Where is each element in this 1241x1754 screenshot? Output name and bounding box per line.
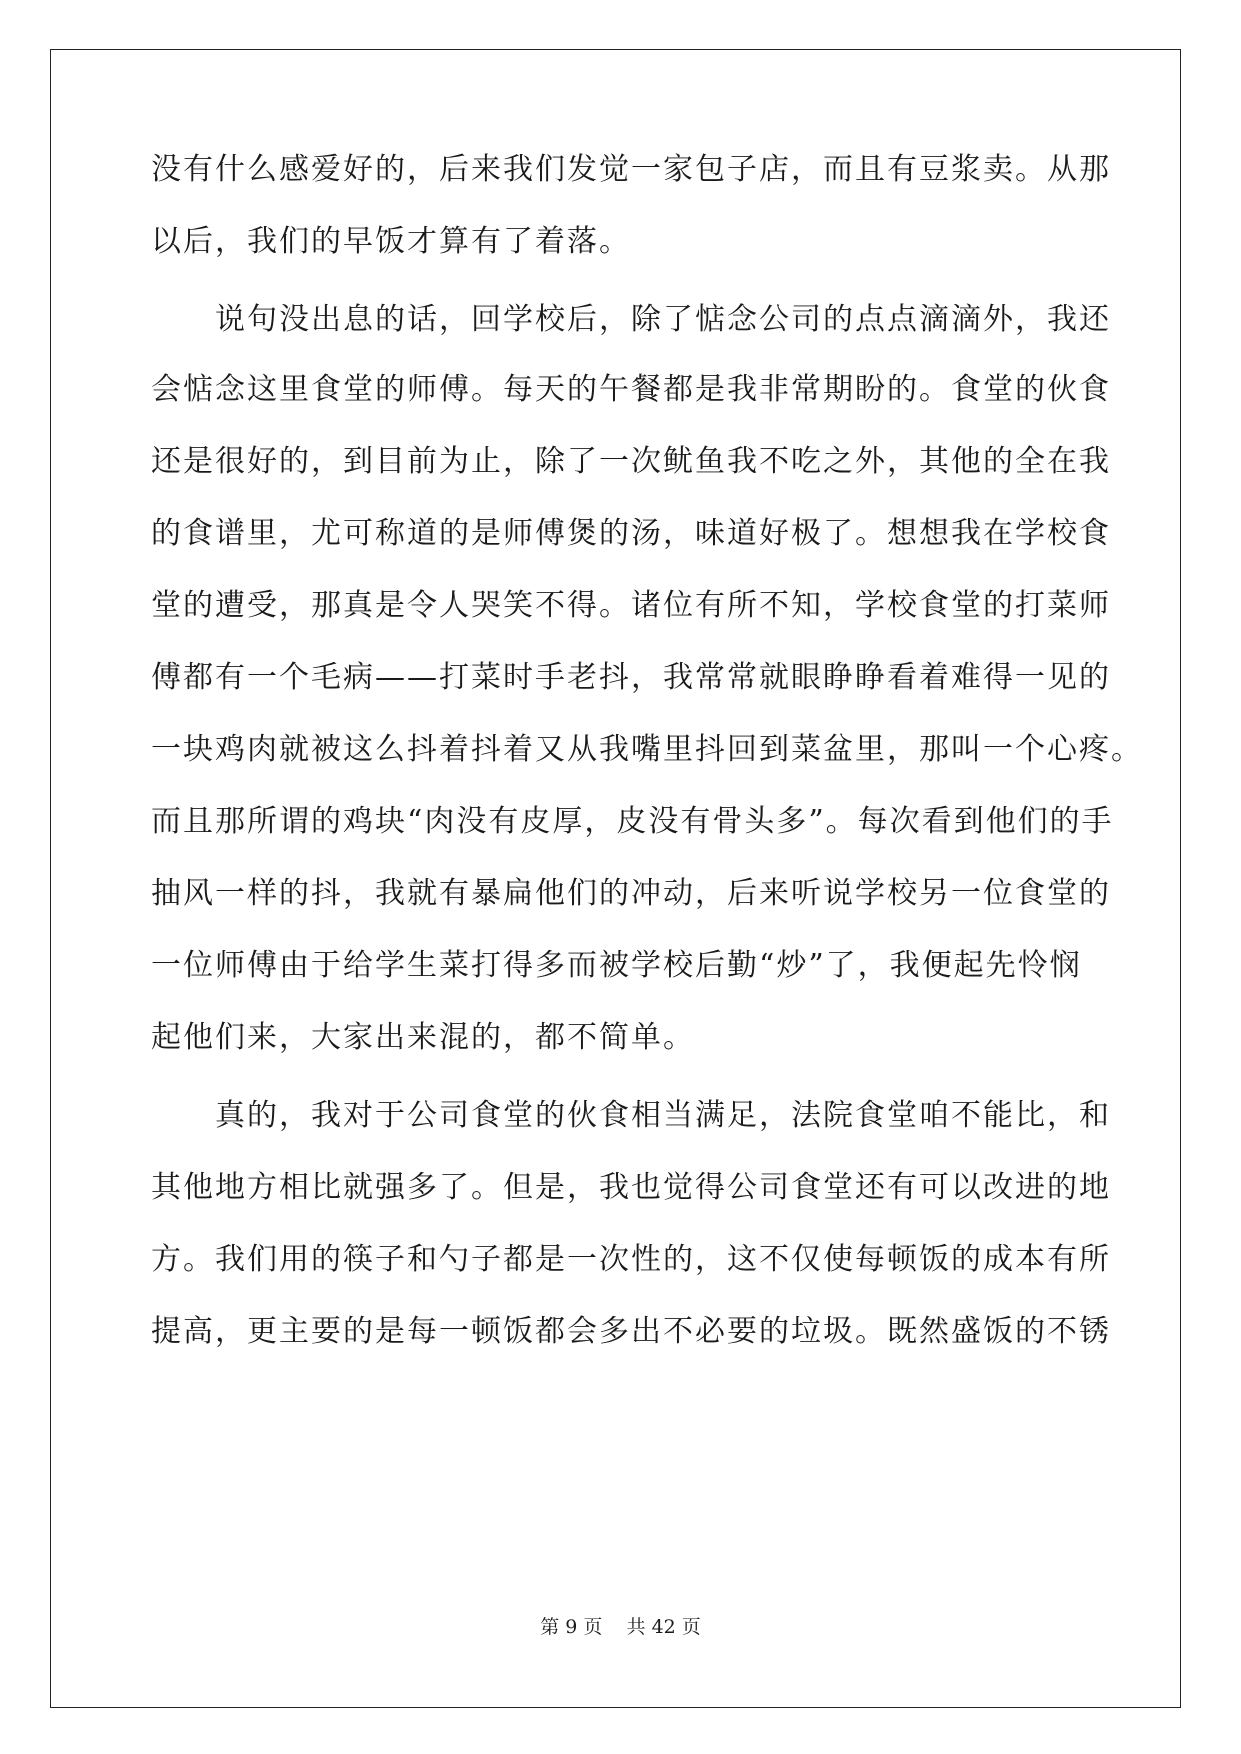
text-line: 一位师傅由于给学生菜打得多而被学校后勤“炒”了，我便起先怜悯 (151, 948, 1082, 983)
text-line: 会惦念这里食堂的师傅。每天的午餐都是我非常期盼的。食堂的伙食 (151, 372, 1111, 407)
text-line: 起他们来，大家出来混的，都不简单。 (151, 1020, 695, 1055)
text-line: 真的，我对于公司食堂的伙食相当满足，法院食堂咱不能比，和 (151, 1098, 1111, 1133)
text-line: 的食谱里，尤可称道的是师傅煲的汤，味道好极了。想想我在学校食 (151, 516, 1111, 551)
text-line: 其他地方相比就强多了。但是，我也觉得公司食堂还有可以改进的地 (151, 1170, 1111, 1205)
text-line: 而且那所谓的鸡块“肉没有皮厚，皮没有骨头多”。每次看到他们的手 (151, 804, 1114, 839)
text-line: 傅都有一个毛病——打菜时手老抖，我常常就眼睁睁看着难得一见的 (151, 660, 1111, 695)
text-line: 还是很好的，到目前为止，除了一次鱿鱼我不吃之外，其他的全在我 (151, 444, 1111, 479)
page-number-footer: 第 9 页 共 42 页 (540, 1616, 701, 1638)
text-line: 以后，我们的早饭才算有了着落。 (151, 224, 631, 259)
text-line: 方。我们用的筷子和勺子都是一次性的，这不仅使每顿饭的成本有所 (151, 1242, 1111, 1277)
text-line: 一块鸡肉就被这么抖着抖着又从我嘴里抖回到菜盆里，那叫一个心疼。 (151, 732, 1143, 767)
text-line: 提高，更主要的是每一顿饭都会多出不必要的垃圾。既然盛饭的不锈 (151, 1314, 1111, 1349)
text-line: 堂的遭受，那真是令人哭笑不得。诸位有所不知，学校食堂的打菜师 (151, 588, 1111, 623)
text-line: 说句没出息的话，回学校后，除了惦念公司的点点滴滴外，我还 (151, 302, 1111, 337)
text-line: 没有什么感爱好的，后来我们发觉一家包子店，而且有豆浆卖。从那 (151, 152, 1111, 187)
text-line: 抽风一样的抖，我就有暴扁他们的冲动，后来听说学校另一位食堂的 (151, 876, 1111, 911)
